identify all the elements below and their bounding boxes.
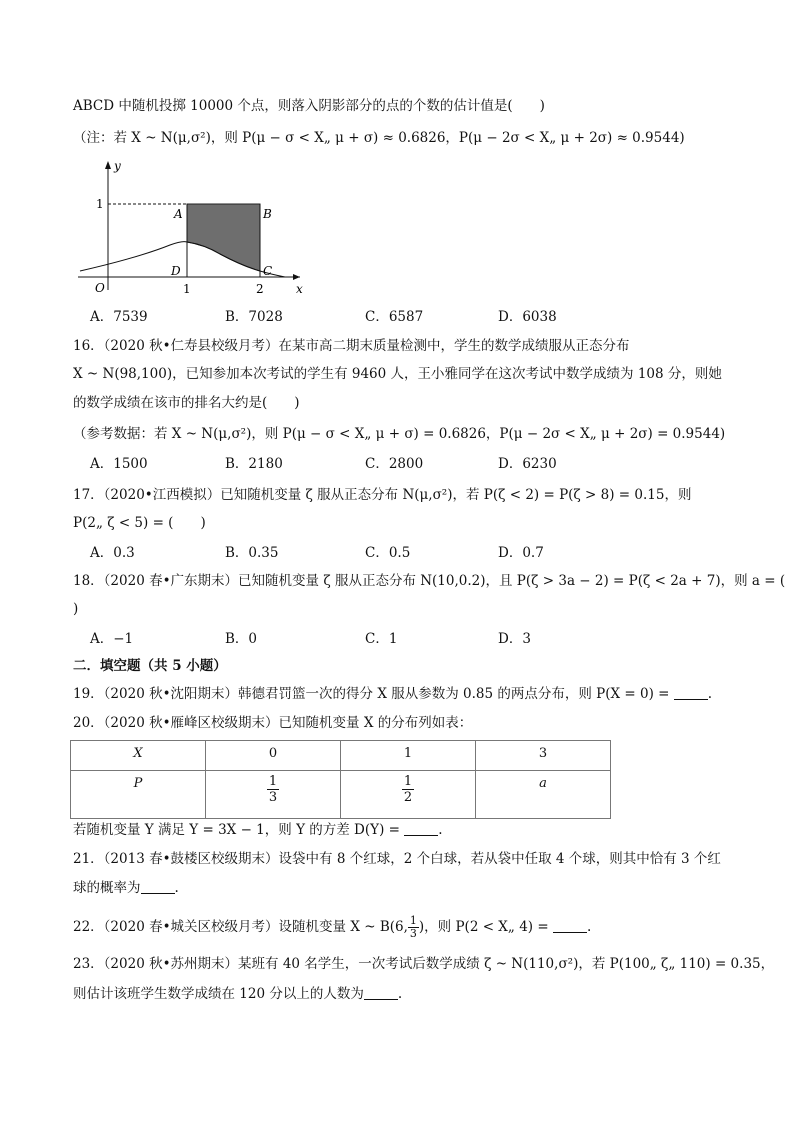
q16-option-b: B．2180 xyxy=(225,456,283,472)
q18-option-d: D．3 xyxy=(498,631,531,647)
section-title: 二．填空题（共 5 小题） xyxy=(73,658,227,674)
question-21-line-2-text: 球的概率为 xyxy=(73,880,141,896)
q16-option-c: C．2800 xyxy=(365,456,424,472)
question-23-line-2-text: 则估计该班学生数学成绩在 120 分以上的人数为 xyxy=(73,986,364,1002)
question-22 xyxy=(73,912,591,942)
question-17-line-2: P(2„ ζ < 5) = ( ) xyxy=(73,515,206,531)
question-20: 20．（2020 秋•雁峰区校级期末）已知随机变量 X 的分布列如表： xyxy=(73,715,473,731)
question-16-reference: （参考数据：若 X ~ N(μ,σ²)，则 P(μ − σ < X„ μ + σ) = 0.6826，P(μ − 2σ < X„ μ + 2σ) = 0.9544) xyxy=(73,426,726,442)
q15-option-c: C．6587 xyxy=(365,309,424,325)
q16-option-a: A．1500 xyxy=(90,456,148,472)
question-23-line-2 xyxy=(73,984,402,1004)
table-header-p: P xyxy=(71,771,206,819)
table-p-0 xyxy=(206,771,341,819)
q18-option-c: C．1 xyxy=(365,631,398,647)
y-axis-arrow xyxy=(105,161,111,169)
shaded-region xyxy=(187,204,260,271)
point-a-label: A xyxy=(174,207,183,221)
period: . xyxy=(174,880,179,896)
q15-option-a: A．7539 xyxy=(90,309,148,325)
table-x-1: 1 xyxy=(341,741,476,771)
question-21-line-1: 21．（2013 春•鼓楼区校级期末）设袋中有 8 个红球，2 个白球，若从袋中任取 4 个球，则其中恰有 3 个红 xyxy=(73,851,721,867)
q17-option-d: D．0.7 xyxy=(498,545,544,561)
q17-option-c: C．0.5 xyxy=(365,545,411,561)
question-18-line-1: 18．（2020 春•广东期末）已知随机变量 ζ 服从正态分布 N(10,0.2)，且 P(ζ > 3a − 2) = P(ζ < 2a + 7)，则 a = ( xyxy=(73,573,786,589)
answer-blank xyxy=(674,685,708,700)
x-axis-arrow xyxy=(293,274,300,280)
question-18-line-2: ) xyxy=(73,601,79,617)
question-15-note: （注：若 X ~ N(μ,σ²)，则 P(μ − σ < X„ μ + σ) ≈ 0.6826，P(μ − 2σ < X„ μ + 2σ) ≈ 0.9544) xyxy=(73,130,685,146)
tick-x-one: 1 xyxy=(183,282,191,296)
question-16-line-1: 16．（2020 秋•仁寿县校级月考）在某市高二期末质量检测中，学生的数学成绩服从正态分布 xyxy=(73,338,630,354)
period: . xyxy=(586,919,592,935)
normal-curve-figure xyxy=(60,155,320,300)
question-17-line-1: 17．（2020•江西模拟）已知随机变量 ζ 服从正态分布 N(μ,σ²)，若 P(ζ < 2) = P(ζ > 8) = 0.15，则 xyxy=(73,487,692,503)
q17-option-b: B．0.35 xyxy=(225,545,279,561)
q17-option-a: A．0.3 xyxy=(90,545,135,561)
y-axis-label: y xyxy=(114,159,121,173)
answer-blank xyxy=(364,985,398,1000)
table-x-0: 0 xyxy=(206,741,341,771)
fraction-one-half: $\frac{1}{2}$ xyxy=(403,774,413,805)
q16-option-d: D．6230 xyxy=(498,456,557,472)
question-20-after xyxy=(73,820,443,840)
question-21-line-2 xyxy=(73,878,179,898)
fraction-one-third: $\frac{1}{3}$ xyxy=(409,914,417,940)
table-p-1 xyxy=(341,771,476,819)
question-20-after-text: 若随机变量 Y 满足 Y = 3X − 1，则 Y 的方差 D(Y) = xyxy=(73,822,400,838)
question-22-post: )，则 P(2 < X„ 4) = xyxy=(418,919,549,935)
table-p-a: a xyxy=(476,771,611,819)
q15-option-b: B．7028 xyxy=(225,309,283,325)
q18-option-a: A．−1 xyxy=(90,631,134,647)
question-19 xyxy=(73,684,712,704)
origin-label: O xyxy=(95,281,105,295)
answer-blank xyxy=(404,821,438,836)
table-header-x: X xyxy=(71,741,206,771)
distribution-table xyxy=(70,740,611,819)
x-axis-label: x xyxy=(296,282,303,296)
point-d-label: D xyxy=(171,264,181,278)
period: . xyxy=(707,686,713,702)
answer-blank xyxy=(141,879,175,894)
period: . xyxy=(438,822,443,838)
question-15-stem: ABCD 中随机投掷 10000 个点，则落入阴影部分的点的个数的估计值是( ) xyxy=(73,98,545,114)
fraction-one-third: $\frac{1}{3}$ xyxy=(268,774,278,805)
point-b-label: B xyxy=(263,207,272,221)
q18-option-b: B．0 xyxy=(225,631,258,647)
point-c-label: C xyxy=(263,264,273,278)
question-22-pre: 22．（2020 春•城关区校级月考）设随机变量 X ~ B(6, xyxy=(73,919,408,935)
table-x-3: 3 xyxy=(476,741,611,771)
question-23-line-1: 23．（2020 秋•苏州期末）某班有 40 名学生，一次考试后数学成绩 ζ ~ N(110,σ²)，若 P(100„ ζ„ 110) = 0.35， xyxy=(73,956,775,972)
tick-y-one: 1 xyxy=(96,197,104,211)
tick-x-two: 2 xyxy=(256,282,264,296)
question-16-line-3: 的数学成绩在该市的排名大约是( ) xyxy=(73,395,300,411)
period: . xyxy=(397,986,403,1002)
q15-option-d: D．6038 xyxy=(498,309,557,325)
question-19-text: 19．（2020 秋•沈阳期末）韩德君罚篮一次的得分 X 服从参数为 0.85 的两点分布，则 P(X = 0) = xyxy=(73,686,670,702)
answer-blank xyxy=(553,918,587,933)
question-16-line-2: X ~ N(98,100)，已知参加本次考试的学生有 9460 人，王小雅同学在这次考试中数学成绩为 108 分，则她 xyxy=(73,366,722,382)
